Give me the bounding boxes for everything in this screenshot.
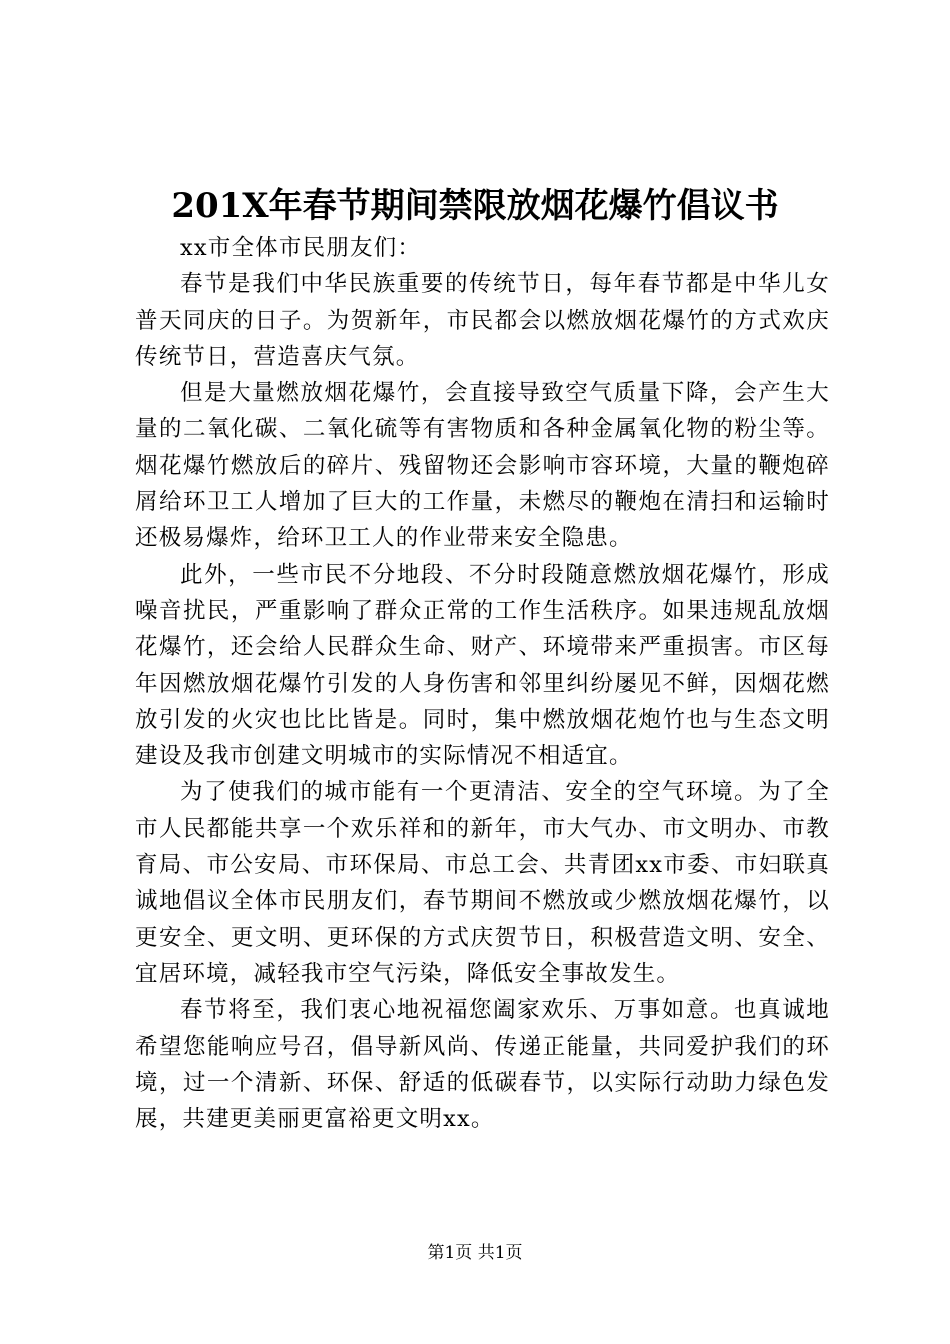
paragraph-3: 此外，一些市民不分地段、不分时段随意燃放烟花爆竹，形成噪音扰民，严重影响了群众正常的工作生活秩序。如果违规乱放烟花爆竹，还会给人民群众生命、财产、环境带来严重损害。市区每年因燃放烟花爆竹引发的人身伤害和邻里纠纷屡见不鲜，因烟花燃放引发的火灾也比比皆是。同时，集中燃放烟花炮竹也与生态文明建设及我市创建文明城市的实际情况不相适宜。 — [135, 561, 830, 770]
paragraph-4: 为了使我们的城市能有一个更清洁、安全的空气环境。为了全市人民都能共享一个欢乐祥和的新年，市大气办、市文明办、市教育局、市公安局、市环保局、市总工会、共青团xx市委、市妇联真诚地倡议全体市民朋友们，春节期间不燃放或少燃放烟花爆竹，以更安全、更文明、更环保的方式庆贺节日，积极营造文明、安全、宜居环境，减轻我市空气污染，降低安全事故发生。 — [135, 779, 830, 987]
greeting-line: xx市全体市民朋友们： — [180, 235, 422, 261]
page-number-footer: 第1页 共1页 — [427, 1243, 523, 1263]
paragraph-1: 春节是我们中华民族重要的传统节日，每年春节都是中华儿女普天同庆的日子。为贺新年，市民都会以燃放烟花爆竹的方式欢庆传统节日，营造喜庆气氛。 — [135, 271, 830, 370]
document-title: 201X年春节期间禁限放烟花爆竹倡议书 — [171, 186, 779, 226]
paragraph-2: 但是大量燃放烟花爆竹，会直接导致空气质量下降，会产生大量的二氧化碳、二氧化硫等有害物质和各种金属氧化物的粉尘等。烟花爆竹燃放后的碎片、残留物还会影响市容环境，大量的鞭炮碎屑给环卫工人增加了巨大的工作量，未燃尽的鞭炮在清扫和运输时还极易爆炸，给环卫工人的作业带来安全隐患。 — [135, 380, 830, 552]
document-body — [135, 230, 830, 1137]
paragraph-5: 春节将至，我们衷心地祝福您阖家欢乐、万事如意。也真诚地希望您能响应号召，倡导新风尚、传递正能量，共同爱护我们的环境，过一个清新、环保、舒适的低碳春节，以实际行动助力绿色发展，共建更美丽更富裕更文明xx。 — [135, 997, 830, 1133]
